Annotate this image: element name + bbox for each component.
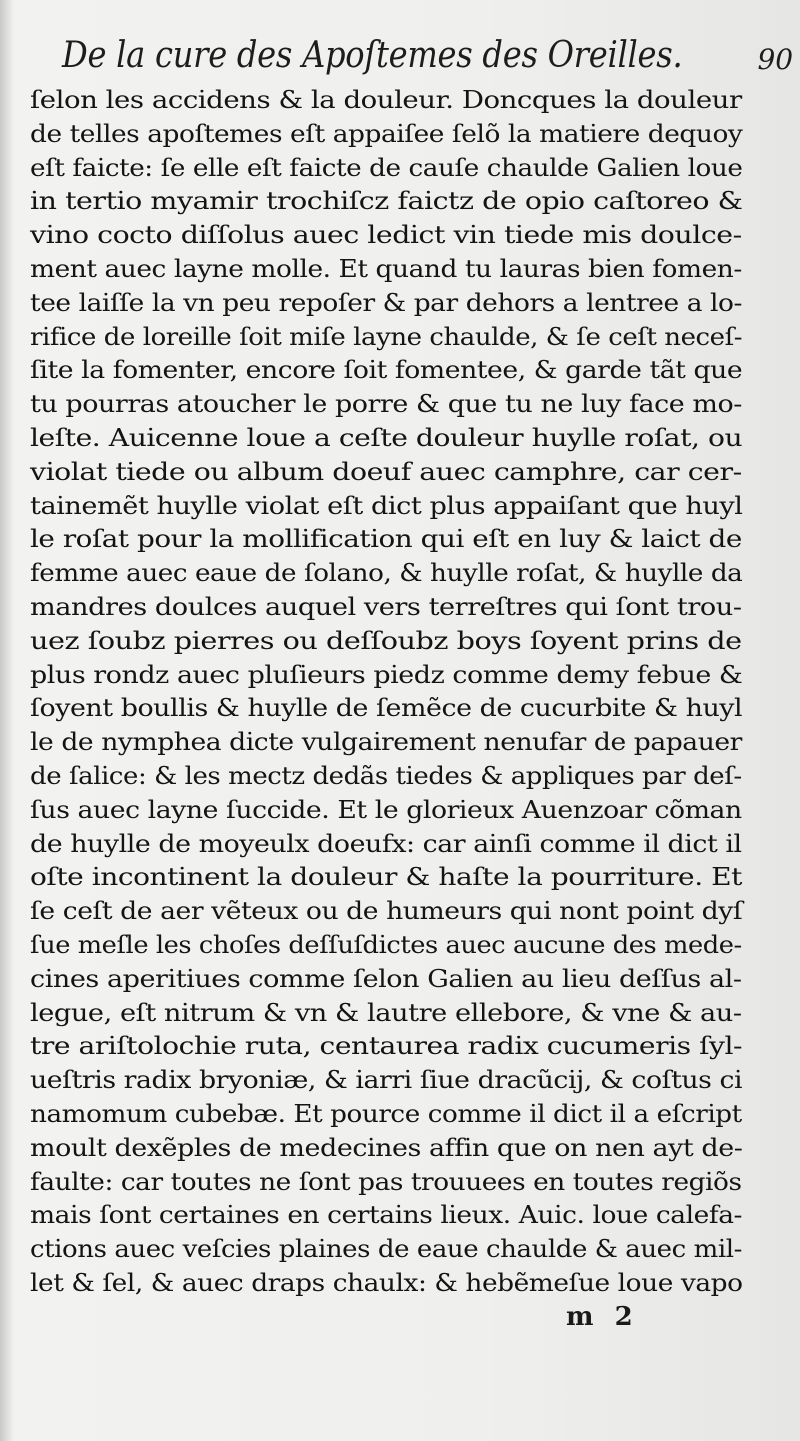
text-line: ctions auec veſcies plaines de eaue chaulde & auec mil- bbox=[30, 1235, 742, 1264]
text-line: let & ſel, & auec draps chaulx: & hebẽmeſue loue vapo bbox=[30, 1268, 743, 1297]
text-line: namomum cubebæ. Et pource comme il dict il a eſcript bbox=[30, 1099, 742, 1128]
text-line: ſus auec layne ſuccide. Et le glorieux Auenzoar cõman bbox=[30, 795, 742, 824]
text-line: legue, eſt nitrum & vn & lautre ellebore, & vne & au- bbox=[30, 998, 742, 1027]
text-line: de telles apoſtemes eſt appaiſee ſelõ la matiere dequoy bbox=[30, 119, 743, 148]
running-title: De la cure des Apoſtemes des Oreilles. bbox=[62, 35, 683, 76]
text-line: oſte incontinent la douleur & haſte la pourriture. Et bbox=[30, 863, 742, 892]
page-header bbox=[62, 24, 794, 76]
text-line: uez ſoubz pierres ou deſſoubz boys ſoyent prins de bbox=[30, 626, 742, 655]
text-line: le de nymphea dicte vulgairement nenufar de papauer bbox=[30, 728, 742, 757]
text-line: eſt faicte: ſe elle eſt faicte de cauſe chaulde Galien loue bbox=[30, 153, 743, 182]
text-line: ſue meſle les choſes deſſuſdictes auec aucune des mede- bbox=[30, 930, 742, 959]
body-text bbox=[30, 84, 742, 1301]
text-line: ſite la fomenter, encore ſoit fomentee, & garde tãt que bbox=[30, 356, 743, 385]
text-line: ſe ceſt de aer vẽteux ou de humeurs qui nont point dyſ bbox=[30, 897, 743, 926]
text-line: tu pourras atoucher le porre & que tu ne luy face mo- bbox=[30, 390, 742, 419]
text-line: de ſalice: & les mectz dedãs tiedes & appliques par deſ- bbox=[30, 761, 742, 790]
text-line: plus rondz auec pluſieurs piedz comme demy febue & bbox=[30, 660, 743, 689]
text-line: faulte: car toutes ne ſont pas trouuees en toutes regiõs bbox=[30, 1167, 742, 1196]
text-line: mandres doulces auquel vers terreſtres qui ſont trou- bbox=[30, 592, 742, 621]
signature-mark: m 2 bbox=[566, 1302, 639, 1332]
text-line: femme auec eaue de ſolano, & huylle roſat, & huylle da bbox=[30, 559, 743, 588]
text-line: ſelon les accidens & la douleur. Doncques la douleur bbox=[30, 86, 742, 114]
text-line: tee laiſſe la vn peu repoſer & par dehors a lentree a lo- bbox=[30, 288, 743, 317]
text-line: mais ſont certaines en certains lieux. Auic. loue calefa- bbox=[30, 1201, 743, 1230]
text-line: violat tiede ou album doeuf auec camphre, car cer- bbox=[30, 457, 742, 486]
text-line: ment auec layne molle. Et quand tu lauras bien fomen- bbox=[30, 254, 742, 283]
text-line: in tertio myamir trochiſcz faictz de opio caſtoreo & bbox=[30, 187, 743, 216]
text-line: ſoyent boullis & huylle de ſemẽce de cucurbite & huyl bbox=[30, 694, 743, 723]
text-line: le roſat pour la mollification qui eſt en luy & laict de bbox=[30, 525, 742, 554]
page-number: 90 bbox=[757, 43, 794, 76]
text-line: moult dexẽples de medecines affin que on nen ayt de- bbox=[30, 1133, 743, 1162]
text-line: ueſtris radix bryoniæ, & iarri ſiue dracũcij, & coſtus ci bbox=[30, 1066, 743, 1095]
text-line: rifice de loreille ſoit miſe layne chaulde, & ſe ceſt neceſ- bbox=[30, 322, 743, 351]
text-line: leſte. Auicenne loue a ceſte douleur huylle roſat, ou bbox=[30, 423, 743, 452]
text-line: tainemẽt huylle violat eſt dict plus appaiſant que huyl bbox=[30, 491, 743, 520]
text-line: de huylle de moyeulx doeufx: car ainſi comme il dict il bbox=[30, 829, 742, 858]
text-line: vino cocto diſſolus auec ledict vin tiede mis doulce- bbox=[30, 221, 742, 250]
text-line: tre ariſtolochie ruta, centaurea radix cucumeris ſyl- bbox=[30, 1032, 743, 1061]
text-line: cines aperitiues comme ſelon Galien au lieu deſſus al- bbox=[30, 964, 742, 993]
